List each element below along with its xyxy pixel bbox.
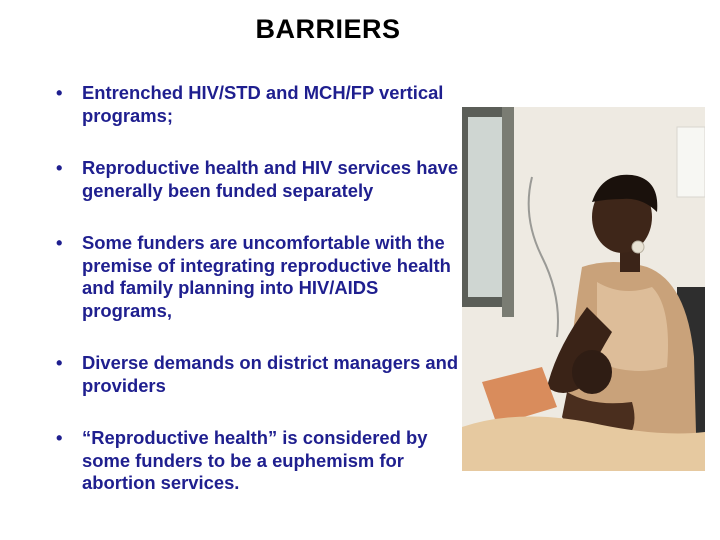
bullet-dot-icon: • — [56, 157, 63, 178]
bullet-item — [56, 352, 466, 397]
dress-pattern — [597, 282, 668, 371]
bullet-text: “Reproductive health” is considered by some funders to be a euphemism for abortion services. — [82, 427, 428, 493]
bullet-dot-icon: • — [56, 232, 63, 253]
window-post — [502, 107, 514, 317]
bullet-text: Diverse demands on district managers and providers — [82, 352, 459, 396]
bullet-dot-icon: • — [56, 82, 63, 103]
slide-title: BARRIERS — [255, 14, 401, 44]
window-pane — [468, 117, 504, 297]
bullet-dot-icon: • — [56, 352, 63, 373]
mother-and-child-photo — [462, 107, 705, 471]
bullet-text: Reproductive health and HIV services have generally been funded separately — [82, 157, 459, 201]
earring — [632, 241, 644, 253]
bullet-list — [56, 82, 466, 525]
bullet-dot-icon: • — [56, 427, 63, 448]
photo-illustration — [462, 107, 705, 471]
bullet-text: Entrenched HIV/STD and MCH/FP vertical programs; — [82, 82, 444, 126]
bullet-item — [56, 82, 466, 127]
bullet-text: Some funders are uncomfortable with the premise of integrating reproductive health and family planning into HIV/AIDS programs, — [82, 232, 451, 321]
wall-poster — [677, 127, 705, 197]
bullet-item — [56, 232, 466, 322]
bullet-item — [56, 427, 466, 495]
child-head — [572, 350, 612, 394]
bullet-item — [56, 157, 466, 202]
